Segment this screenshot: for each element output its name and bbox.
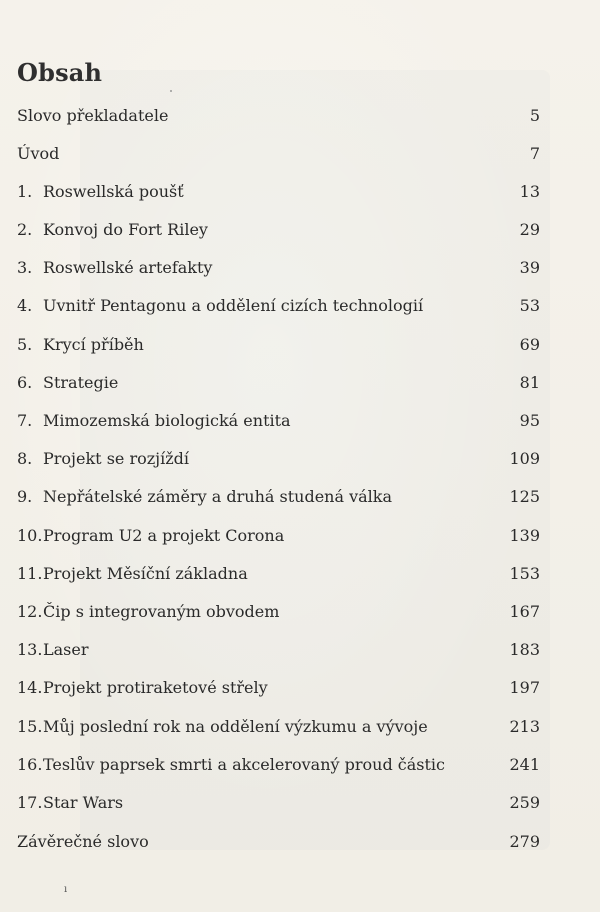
chapter-title: Mimozemská biologická entita bbox=[43, 411, 291, 430]
toc-entry bbox=[17, 104, 540, 128]
chapter-title: Slovo překladatele bbox=[17, 106, 169, 125]
chapter-title: Projekt protiraketové střely bbox=[43, 678, 268, 697]
chapter-number: 5. bbox=[17, 335, 33, 354]
chapter-number: 16. bbox=[17, 755, 43, 774]
toc-entry bbox=[17, 638, 540, 662]
chapter-title: Roswellská poušť bbox=[43, 182, 184, 201]
page-number: 279 bbox=[509, 832, 540, 851]
chapter-title: Závěrečné slovo bbox=[17, 832, 149, 851]
chapter-title: Program U2 a projekt Corona bbox=[43, 526, 285, 545]
toc-entry bbox=[17, 600, 540, 624]
page-number: 167 bbox=[509, 602, 540, 621]
page-number: 39 bbox=[519, 258, 540, 277]
toc-entry bbox=[17, 256, 540, 280]
page-number: 213 bbox=[509, 717, 540, 736]
chapter-number: 11. bbox=[17, 564, 43, 583]
chapter-title: Krycí příběh bbox=[43, 335, 144, 354]
toc-entry bbox=[17, 791, 540, 815]
pencil-mark: ı bbox=[64, 884, 68, 895]
page-number: 241 bbox=[509, 755, 540, 774]
chapter-number: 3. bbox=[17, 258, 33, 277]
toc-entry bbox=[17, 447, 540, 471]
page-number: 7 bbox=[529, 144, 540, 163]
toc-entry bbox=[17, 676, 540, 700]
chapter-title: Můj poslední rok na oddělení výzkumu a vývoje bbox=[43, 717, 428, 736]
toc-entry bbox=[17, 524, 540, 548]
chapter-number: 10. bbox=[17, 526, 43, 545]
page-title: Obsah bbox=[17, 58, 103, 87]
toc-entry bbox=[17, 715, 540, 739]
chapter-title: Roswellské artefakty bbox=[43, 258, 213, 277]
chapter-number: 13. bbox=[17, 640, 43, 659]
toc-entry bbox=[17, 333, 540, 357]
toc-entry bbox=[17, 830, 540, 854]
page-number: 5 bbox=[529, 106, 540, 125]
toc-entry bbox=[17, 371, 540, 395]
chapter-number: 1. bbox=[17, 182, 33, 201]
page-number: 197 bbox=[509, 678, 540, 697]
toc-entry bbox=[17, 485, 540, 509]
chapter-number: 2. bbox=[17, 220, 33, 239]
page-number: 183 bbox=[509, 640, 540, 659]
toc-entry bbox=[17, 142, 540, 166]
page-number: 95 bbox=[519, 411, 540, 430]
page-number: 53 bbox=[519, 296, 540, 315]
chapter-number: 8. bbox=[17, 449, 33, 468]
chapter-title: Konvoj do Fort Riley bbox=[43, 220, 208, 239]
toc-entry bbox=[17, 294, 540, 318]
chapter-number: 12. bbox=[17, 602, 43, 621]
chapter-title: Strategie bbox=[43, 373, 119, 392]
page-number: 109 bbox=[509, 449, 540, 468]
page-number: 259 bbox=[509, 793, 540, 812]
page-number: 29 bbox=[519, 220, 540, 239]
page-number: 125 bbox=[509, 487, 540, 506]
page-number: 13 bbox=[519, 182, 540, 201]
page-number: 153 bbox=[509, 564, 540, 583]
toc-entry bbox=[17, 562, 540, 586]
chapter-title: Teslův paprsek smrti a akcelerovaný proud částic bbox=[43, 755, 445, 774]
paper-speck bbox=[170, 90, 172, 92]
chapter-title: Úvod bbox=[17, 144, 60, 163]
chapter-number: 4. bbox=[17, 296, 33, 315]
page-number: 69 bbox=[519, 335, 540, 354]
chapter-title: Projekt Měsíční základna bbox=[43, 564, 248, 583]
chapter-title: Nepřátelské záměry a druhá studená válka bbox=[43, 487, 393, 506]
chapter-number: 6. bbox=[17, 373, 33, 392]
chapter-number: 7. bbox=[17, 411, 33, 430]
toc-entry bbox=[17, 218, 540, 242]
toc-entry bbox=[17, 180, 540, 204]
chapter-number: 9. bbox=[17, 487, 33, 506]
toc-entry bbox=[17, 409, 540, 433]
chapter-title: Star Wars bbox=[43, 793, 124, 812]
chapter-number: 14. bbox=[17, 678, 43, 697]
chapter-number: 17. bbox=[17, 793, 43, 812]
chapter-number: 15. bbox=[17, 717, 43, 736]
chapter-title: Projekt se rozjíždí bbox=[43, 449, 190, 468]
page-number: 139 bbox=[509, 526, 540, 545]
toc-entry bbox=[17, 753, 540, 777]
chapter-title: Laser bbox=[43, 640, 89, 659]
chapter-title: Uvnitř Pentagonu a oddělení cizích technologií bbox=[43, 296, 424, 315]
chapter-title: Čip s integrovaným obvodem bbox=[43, 602, 280, 621]
page-number: 81 bbox=[519, 373, 540, 392]
